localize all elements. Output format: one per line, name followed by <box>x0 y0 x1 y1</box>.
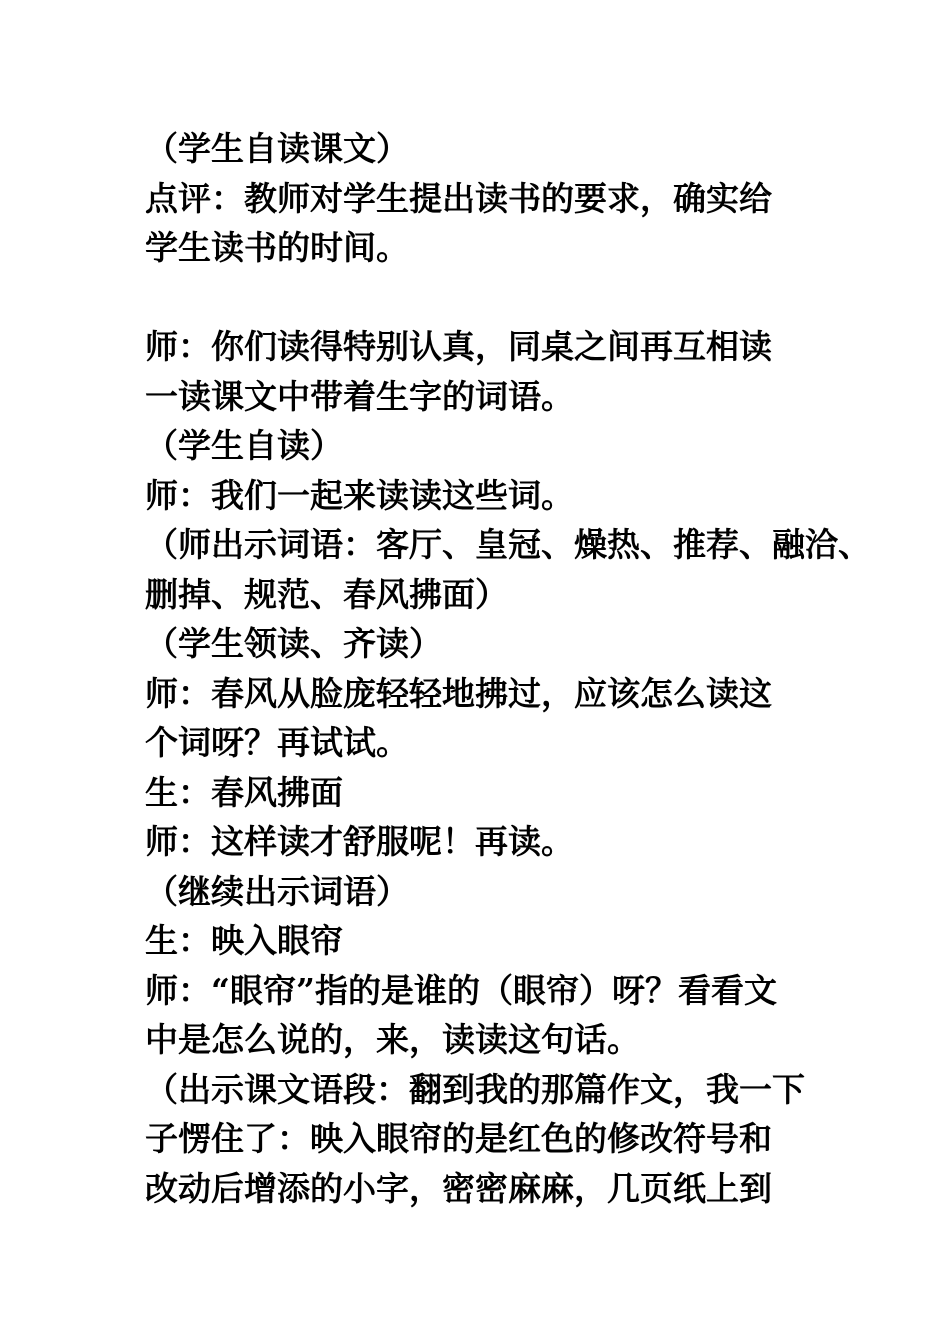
text-line: 个词呀？再试试。 <box>145 723 409 762</box>
text-line: （出示课文语段：翻到我的那篇作文，我一下 <box>145 1069 805 1109</box>
text-line: （学生自读） <box>145 426 343 465</box>
text-line: 一读课文中带着生字的词语。 <box>145 376 574 416</box>
blank-line <box>145 273 835 323</box>
text-line: 改动后增添的小字，密密麻麻，几页纸上到 <box>145 1168 772 1208</box>
text-line: （师出示词语：客厅、皇冠、燥热、推荐、融洽、 <box>145 525 871 564</box>
text-line: 师：“眼帘”指的是谁的（眼帘）呀？看看文 <box>145 970 777 1010</box>
text-line: 师：你们读得特别认真，同桌之间再互相读 <box>145 327 772 366</box>
text-line: 子愣住了：映入眼帘的是红色的修改符号和 <box>145 1119 772 1158</box>
text-line: 师：这样读才舒服呢！再读。 <box>145 822 574 861</box>
text-line: 学生读书的时间。 <box>145 228 409 267</box>
text-line: 点评：教师对学生提出读书的要求，确实给 <box>145 178 772 218</box>
text-line: （学生领读、齐读） <box>145 624 442 663</box>
text-line: 删掉、规范、春风拂面） <box>145 574 508 614</box>
text-line: 生：映入眼帘 <box>145 921 343 960</box>
text-line: （继续出示词语） <box>145 871 409 911</box>
text-line: （学生自读课文） <box>145 129 409 168</box>
text-line: 中是怎么说的，来，读读这句话。 <box>145 1020 640 1059</box>
text-line: 师：春风从脸庞轻轻地拂过，应该怎么读这 <box>145 673 772 713</box>
document-text <box>145 124 871 1213</box>
text-line: 生：春风拂面 <box>145 772 343 812</box>
text-line: 师：我们一起来读读这些词。 <box>145 475 574 515</box>
